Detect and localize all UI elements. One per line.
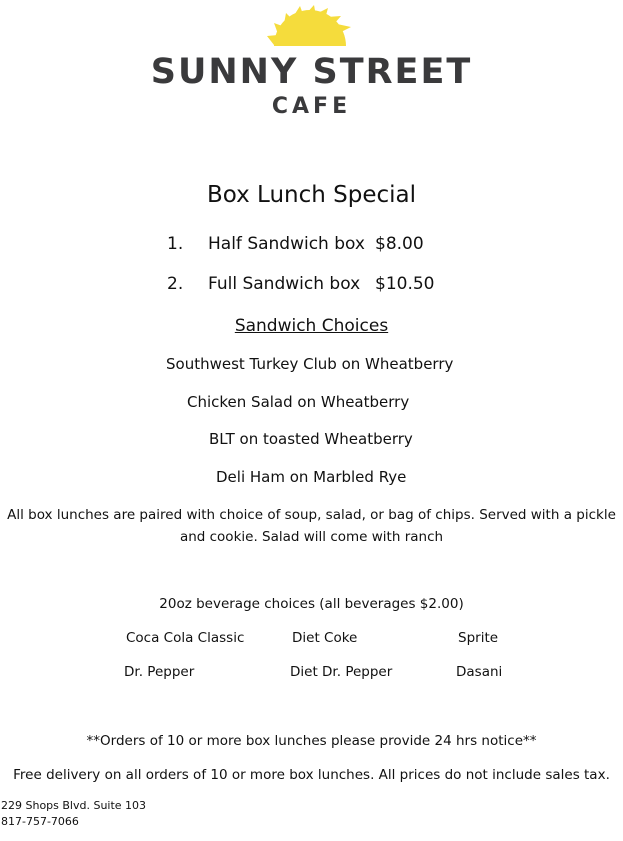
pairing-description: All box lunches are paired with choice of soup, salad, or bag of chips. Served with a pickle and cookie. Salad will come with ranch bbox=[7, 507, 616, 545]
phone-number: 817-757-7066 bbox=[1, 815, 79, 828]
logo-wordmark: SUNNY STREET bbox=[150, 52, 473, 92]
address-line: 229 Shops Blvd. Suite 103 bbox=[1, 799, 147, 812]
page-title: Box Lunch Special bbox=[206, 182, 417, 208]
sandwich-choices-heading: Sandwich Choices bbox=[234, 316, 389, 336]
beverage-item: Coca Cola Classic bbox=[126, 630, 245, 646]
option-number: 1. bbox=[167, 234, 184, 254]
sun-logo-icon bbox=[262, 2, 358, 50]
beverage-item: Diet Dr. Pepper bbox=[290, 664, 393, 680]
delivery-notice: Free delivery on all orders of 10 or more box lunches. All prices do not include sales tax. bbox=[13, 767, 610, 783]
sandwich-item: Deli Ham on Marbled Rye bbox=[216, 468, 407, 486]
sandwich-item: Southwest Turkey Club on Wheatberry bbox=[166, 355, 454, 373]
sandwich-item: Chicken Salad on Wheatberry bbox=[187, 393, 410, 411]
beverage-item: Dasani bbox=[456, 664, 503, 680]
beverage-heading: 20oz beverage choices (all beverages $2.00) bbox=[159, 596, 464, 612]
beverage-item: Diet Coke bbox=[292, 630, 358, 646]
option-number: 2. bbox=[167, 274, 184, 294]
logo-subtitle: CAFE bbox=[271, 94, 352, 119]
order-notice: **Orders of 10 or more box lunches please provide 24 hrs notice** bbox=[86, 733, 537, 749]
sandwich-item: BLT on toasted Wheatberry bbox=[209, 430, 413, 448]
option-price: $10.50 bbox=[375, 274, 435, 294]
beverage-item: Sprite bbox=[458, 630, 499, 646]
option-name: Full Sandwich box bbox=[208, 274, 361, 294]
option-name: Half Sandwich box bbox=[208, 234, 365, 254]
option-price: $8.00 bbox=[375, 234, 424, 254]
beverage-item: Dr. Pepper bbox=[124, 664, 195, 680]
